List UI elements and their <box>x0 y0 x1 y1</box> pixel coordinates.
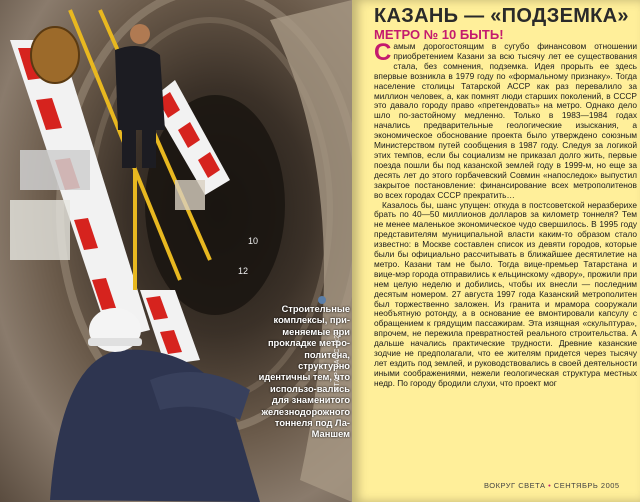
article-page <box>352 0 640 502</box>
paragraph-1-text: амым дорогостоящим в сугубо финансовом отношении приобретением Казани за всю тысячу лет ее существования стала, без сомнения, подземка. Идея прорыть ее здесь впервые возникла в 1979 году по «формальному признаку». Тогда население столицы Татарской АССР как раз перевалило за миллион человек, а, как помнят люди старших поколений, в СССР это давало городу право «претендовать» на метро. Однако дело шло по-застойному медленно. Только в 1983—1984 годах начались предварительные геологические изыскания, а экономическое обоснование проекта было утверждено союзным Министерством путей сообщения в 1987 году. Следуя за логикой этих темпов, если бы социализм не приказал долго жить, первые поезда пошли бы под казанской землей году в 1999-м, но еще за десять лет до этого горбачевский Совмин «напоследок» выпустил закрытое постановление: финансирование всех метрополитенов во всех городах СССР прекратить… <box>374 41 637 200</box>
article-title: КАЗАНЬ — «ПОДЗЕМКА» <box>374 5 629 27</box>
article-paragraph-1 <box>374 39 637 201</box>
wicker-basket <box>31 27 79 83</box>
wall-bolt <box>318 296 326 304</box>
magazine-name: ВОКРУГ СВЕТА <box>484 481 546 490</box>
photo-caption: Строительные комплексы, при-меняемые при прокладке метро-политена, структурно идентичны тем, что использо-вались для знаменитого железнодорожного тоннеля под Ла-Маншем <box>258 304 350 440</box>
drop-cap: С <box>374 39 392 66</box>
article-paragraph-2: Казалось бы, шанс упущен: откуда в постсоветской неразберихе брать по 40—50 миллионов долларов за километр тоннеля? Тем не менее маленькое экономическое чудо свершилось. В 1995 году представителям муниципальной власти каким-то образом стало известно: в Москве составлен список из девяти городов, которые были бы официально рассчитывать в ближайшее десятилетие на метро. Казани там не было. Тогда вице-премьер Татарстана и вице-мэр города отправились к ельцинскому «двору», прожили при нем целую неделю и добились, чтобы их внесли — последним десятым номером. 27 августа 1997 года Казанский метрополитен был торжественно заложен. Из гранита и мрамора сооружали необъятную ротонду, а в основание ее вмонтировали капсулу с обращением к грядущим пассажирам. Эта изящная «скульптура», впрочем, не пережила превратностей реального строительства. А дальше начались практические трудности. Древние казанские зодчие не предполагали, что ее жителям придется через тысячу лет ездить под землей, и руководствовались в своей деятельности иными соображениями, нежели геологическая структура местных недр. По городу бродили слухи, что проект мог <box>374 199 637 388</box>
ring-number-10: 10 <box>248 236 259 246</box>
worker-with-hardhat <box>50 308 260 502</box>
issue-date: СЕНТЯБРЬ 2005 <box>553 481 620 490</box>
article-body <box>374 39 637 389</box>
page-footer <box>484 481 620 490</box>
ring-number-12: 12 <box>238 266 249 276</box>
footer-separator: • <box>548 481 552 490</box>
photo-credit: ИТАР-ТАСС (x2) <box>334 331 341 392</box>
article-subtitle: МЕТРО № 10 БЫТЬ! <box>374 27 504 42</box>
